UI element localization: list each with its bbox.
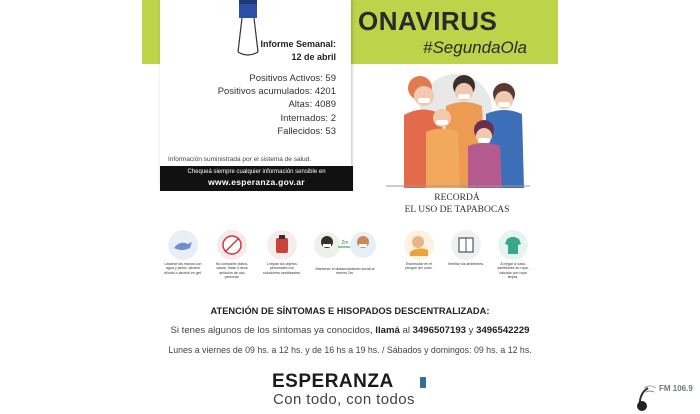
check-text: Chequeá siempre cualquier información sensible en [187, 169, 326, 175]
reminder-line1: RECORDÁ [434, 193, 480, 203]
stat-row [218, 98, 336, 111]
tip-handwashing [164, 230, 202, 275]
tip-clean-clothes [494, 230, 532, 280]
masked-people-illustration [382, 70, 534, 188]
stat-value: 53 [325, 125, 336, 137]
stat-row [218, 85, 336, 98]
stat-row [218, 72, 336, 85]
no-sharing-icon [217, 230, 247, 260]
brand-mark-icon [420, 377, 426, 388]
radio-name: FM 106.9 [659, 384, 693, 393]
banner-hashtag: #SegundaOla [423, 38, 527, 57]
tip-text: Mantener el distanciamiento social al menos 2m. [315, 267, 375, 276]
svg-text:2m: 2m [341, 240, 349, 246]
stat-value: 59 [325, 73, 336, 84]
window-icon [451, 230, 481, 260]
stat-label: Internados: [280, 112, 329, 124]
hours-line: Lunes a viernes de 09 hs. a 12 hs. y de 16 hs a 19 hs. / Sábados y domingos: 09 hs. a 12 hs. [168, 345, 532, 355]
tip-text: Ventilar los ambientes. [447, 262, 485, 266]
website-link[interactable]: www.esperanza.gov.ar [208, 177, 305, 187]
attention-title: ATENCIÓN DE SÍNTOMAS E HISOPADOS DESCENTRALIZADA: [210, 306, 490, 316]
stat-label: Positivos Activos: [249, 73, 323, 84]
weekly-report-card [160, 0, 351, 188]
stat-label: Fallecidos: [277, 125, 323, 137]
stat-label: Altas: [288, 99, 313, 111]
phone-prefix: Si tenes algunos de los síntomas ya conocidos, [170, 325, 373, 336]
tip-text: Limpiar los objetos personales con soluciones sanitizantes. [263, 262, 301, 275]
stats-list [218, 72, 336, 138]
report-source: Información suministrada por el sistema de salud. [168, 156, 312, 163]
social-distance-icon [314, 230, 376, 260]
stat-value: 2 [330, 112, 336, 124]
call-word: llamá [375, 325, 400, 336]
report-title-line1: Informe Semanal: [260, 39, 336, 49]
stat-label: Positivos acumulados: [217, 86, 313, 98]
stat-row [218, 125, 336, 138]
and-word: y [468, 325, 474, 336]
al-word: al [402, 325, 410, 336]
tip-no-sharing [213, 230, 251, 280]
hand-washing-icon [168, 230, 198, 260]
sneeze-elbow-icon [404, 230, 434, 260]
tip-text: No compartir platos, vasos, mate u otros artículos de uso personal. [215, 262, 249, 280]
banner-title: ONAVIRUS [358, 6, 498, 36]
left-margin [0, 0, 142, 414]
stat-row [218, 112, 336, 125]
stat-value: 4201 [314, 86, 336, 98]
clothes-icon [498, 230, 528, 260]
phone-number-1[interactable]: 3496507193 [412, 325, 466, 336]
brand-name: ESPERANZA [272, 371, 394, 392]
tip-text: Estornudar en el pliegue del codo. [405, 262, 433, 271]
sanitizer-icon [267, 230, 297, 260]
right-margin [558, 0, 700, 414]
phone-number-2[interactable]: 3496542229 [476, 325, 530, 336]
tip-sanitize-objects [263, 230, 301, 275]
binder-clip-icon [233, 0, 263, 56]
tip-text: Al llegar a casa, sanitizarse su ropa, calzado con ropa limpia. [497, 262, 529, 280]
phone-line [142, 325, 558, 336]
stat-value: 4089 [314, 99, 336, 111]
brand-tagline: Con todo, con todos [273, 391, 415, 408]
tip-text: Lavarse las manos con agua y jabón, alcohol diluido o alcohol en gel. [164, 262, 202, 275]
poster [142, 0, 558, 414]
website-box [160, 166, 353, 191]
report-title [260, 38, 336, 64]
report-date: 12 de abril [291, 52, 336, 62]
mask-reminder [382, 192, 532, 216]
tip-distance [314, 230, 376, 276]
tip-ventilate [447, 230, 485, 266]
tip-sneeze-elbow [400, 230, 438, 271]
reminder-line2: EL USO DE TAPABOCAS [404, 205, 510, 215]
